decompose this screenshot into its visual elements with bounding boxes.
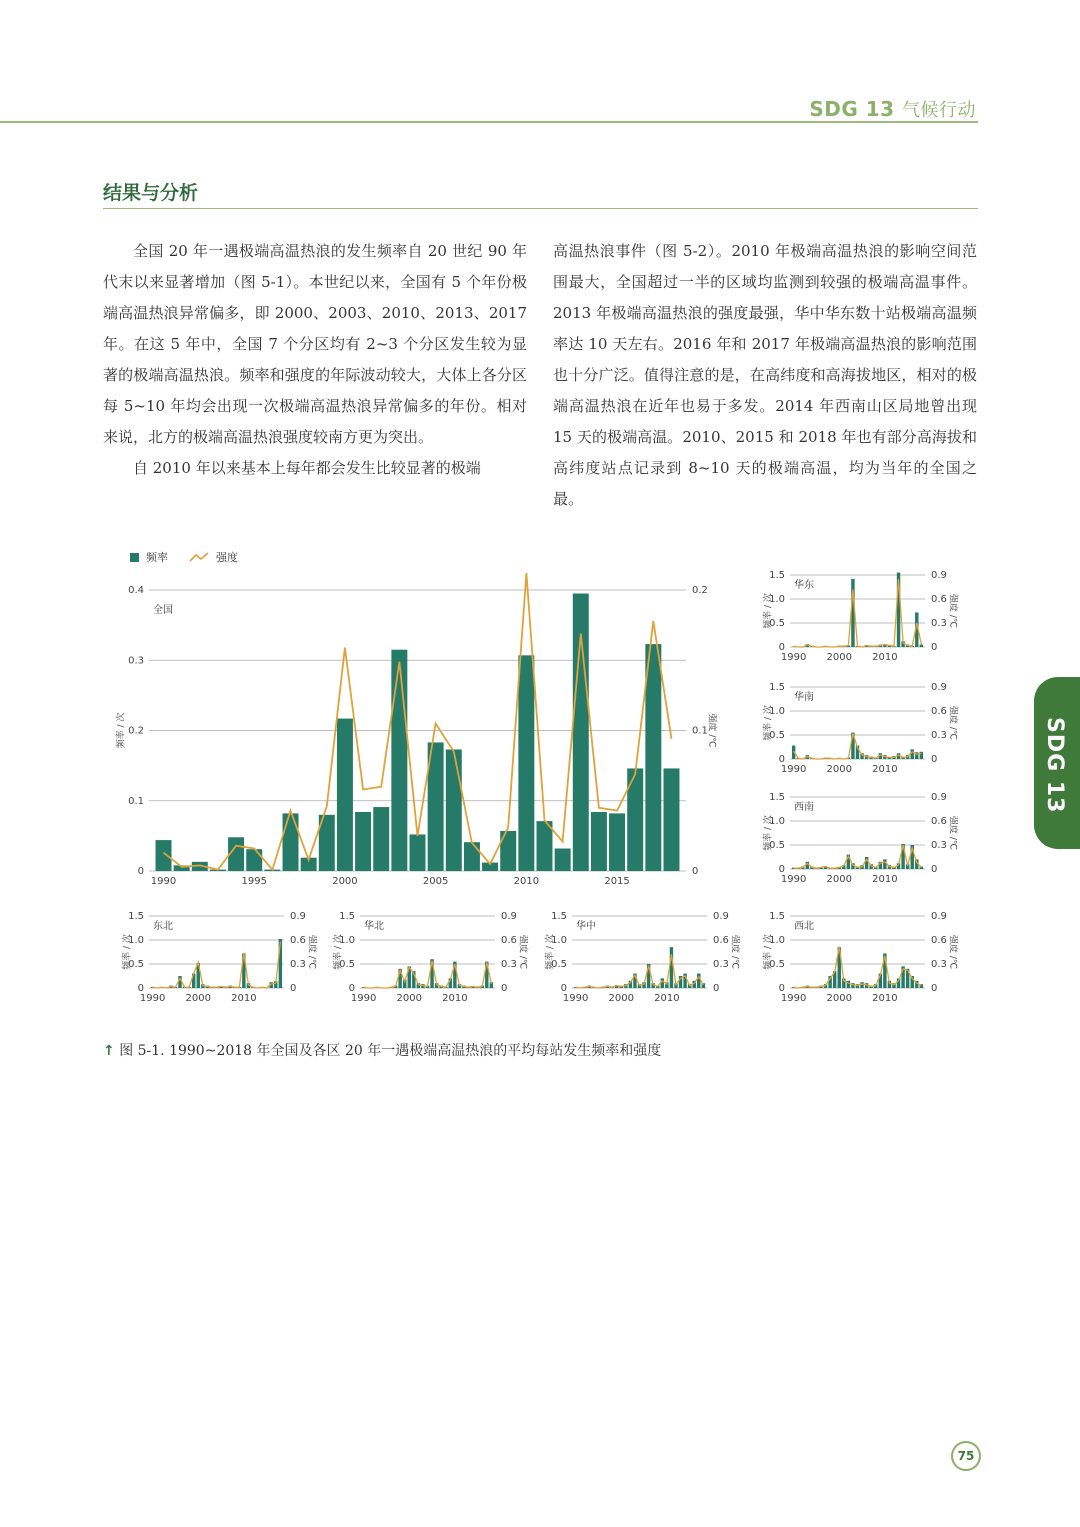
y2-tick-label: 0 xyxy=(713,983,720,994)
x-tick-label: 2010 xyxy=(872,993,898,1004)
y-tick-label: 0 xyxy=(778,864,785,875)
y2-axis-label: 强度 /℃ xyxy=(517,934,528,970)
y-axis-label: 频率 / 次 xyxy=(545,934,556,970)
y-axis-label: 频率 / 次 xyxy=(763,705,774,741)
y2-tick-label: 0.9 xyxy=(290,911,306,922)
y2-tick-label: 0 xyxy=(931,983,938,994)
y-tick-label: 1.0 xyxy=(339,935,355,946)
frequency-bar xyxy=(591,812,607,871)
x-tick-label: 1990 xyxy=(562,993,589,1004)
up-arrow-icon: ↑ xyxy=(103,1043,115,1059)
frequency-bar xyxy=(464,842,480,871)
y2-axis-label: 强度 /℃ xyxy=(306,934,317,970)
x-tick-label: 2000 xyxy=(826,652,852,663)
y-axis-label: 频率 / 次 xyxy=(122,934,133,970)
x-tick-label: 2010 xyxy=(872,874,898,885)
x-tick-label: 1990 xyxy=(780,652,807,663)
y-axis-label: 频率 / 次 xyxy=(763,593,774,629)
y2-tick-label: 0 xyxy=(692,866,699,877)
y-tick-label: 0.5 xyxy=(551,959,567,970)
frequency-bar xyxy=(911,749,914,759)
y2-tick-label: 0.3 xyxy=(931,618,947,629)
y-tick-label: 0.5 xyxy=(769,730,785,741)
paragraph: 高温热浪事件（图 5-2）。2010 年极端高温热浪的影响空间范围最大，全国超过一半的区域均监测到较强的极端高温事件。2013 年极端高温热浪的强度最强，华中华东数十站极端高温频率达 10 天左右。2016 年和 2017 年极端高温热浪的影响范围也十分广泛。值得注意的是，在高纬度和高海拔地区，相对的极端高温热浪在近年也易于多发。2014 年西南山区局地曾出现 15 天的极端高温。2010、2015 和 2018 年也有部分高海拔和高纬度站点记录到 8~10 天的极端高温，均为当年的全国之最。 xyxy=(553,242,977,508)
y2-tick-label: 0.9 xyxy=(931,792,947,803)
side-tab xyxy=(1034,677,1080,849)
x-tick-label: 2010 xyxy=(872,764,898,775)
y-tick-label: 1.0 xyxy=(769,594,785,605)
frequency-bar xyxy=(851,579,854,647)
frequency-bar xyxy=(446,749,462,871)
y2-axis-label: 强度 /℃ xyxy=(947,934,958,970)
x-tick-label: 1990 xyxy=(780,993,807,1004)
y2-tick-label: 0.3 xyxy=(931,959,947,970)
x-tick-label: 2000 xyxy=(826,993,852,1004)
panel-title: 西北 xyxy=(794,921,814,932)
panel-title: 华南 xyxy=(794,692,814,703)
panel-title: 华北 xyxy=(364,921,384,932)
frequency-bar xyxy=(156,840,172,871)
x-tick-label: 2015 xyxy=(604,876,630,887)
y-tick-label: 0.3 xyxy=(128,655,144,667)
y2-tick-label: 0.2 xyxy=(692,585,708,596)
y2-axis-label: 强度 /℃ xyxy=(706,713,717,748)
intensity-line xyxy=(153,942,281,988)
panel-title: 西南 xyxy=(794,802,814,813)
x-tick-label: 2000 xyxy=(185,993,211,1004)
frequency-bar xyxy=(537,821,553,871)
y-tick-label: 0.5 xyxy=(769,840,785,851)
frequency-bar xyxy=(337,719,353,871)
y-axis-label: 频率 / 次 xyxy=(763,815,774,851)
x-tick-label: 1990 xyxy=(150,876,177,887)
intensity-line xyxy=(364,961,492,988)
y-tick-label: 1.5 xyxy=(128,911,144,922)
y2-tick-label: 0.3 xyxy=(931,840,947,851)
y-axis-label: 频率 / 次 xyxy=(333,934,344,970)
y-tick-label: 1.5 xyxy=(339,911,355,922)
x-tick-label: 2010 xyxy=(442,993,468,1004)
frequency-bar xyxy=(283,813,299,871)
y-tick-label: 0 xyxy=(778,754,785,765)
y-tick-label: 0.5 xyxy=(769,618,785,629)
y-tick-label: 0.5 xyxy=(769,959,785,970)
frequency-bar xyxy=(410,834,426,871)
y-tick-label: 1.5 xyxy=(769,682,785,693)
y-tick-label: 1.0 xyxy=(128,935,144,946)
side-tab-label: SDG 13 xyxy=(1042,717,1067,814)
y2-tick-label: 0.3 xyxy=(713,959,729,970)
y2-tick-label: 0.6 xyxy=(713,935,729,946)
x-tick-label: 2005 xyxy=(422,876,449,887)
y-tick-label: 1.0 xyxy=(769,816,785,827)
frequency-bar xyxy=(609,813,625,871)
y2-tick-label: 0.9 xyxy=(931,682,947,693)
frequency-bar xyxy=(518,655,534,871)
y-tick-label: 0 xyxy=(137,866,144,877)
panel-title: 全国 xyxy=(153,605,173,616)
x-tick-label: 2000 xyxy=(608,993,634,1004)
y2-tick-label: 0.9 xyxy=(931,570,947,581)
section-title: 结果与分析 xyxy=(103,182,199,204)
y2-axis-label: 强度 /℃ xyxy=(947,815,958,851)
y-tick-label: 1.5 xyxy=(769,911,785,922)
y-tick-label: 0 xyxy=(778,642,785,653)
x-tick-label: 2010 xyxy=(654,993,680,1004)
y-tick-label: 0.5 xyxy=(128,959,144,970)
x-tick-label: 1990 xyxy=(139,993,166,1004)
y-tick-label: 1.5 xyxy=(551,911,567,922)
y2-tick-label: 0.9 xyxy=(501,911,517,922)
y2-tick-label: 0.6 xyxy=(931,816,947,827)
frequency-bar xyxy=(355,812,371,871)
y-tick-label: 1.0 xyxy=(769,706,785,717)
y2-tick-label: 0.6 xyxy=(931,935,947,946)
page-number: 75 xyxy=(951,1441,981,1471)
frequency-bar xyxy=(670,947,673,988)
frequency-bar xyxy=(391,650,407,871)
header-topic: 气候行动 xyxy=(902,100,976,121)
caption-text: 图 5-1. 1990~2018 年全国及各区 20 年一遇极端高温热浪的平均每站发生频率和强度 xyxy=(119,1043,662,1059)
y2-axis-label: 强度 /℃ xyxy=(947,593,958,629)
y2-tick-label: 0 xyxy=(931,754,938,765)
x-tick-label: 1990 xyxy=(780,764,807,775)
panel-title: 华中 xyxy=(576,921,596,932)
y2-tick-label: 0 xyxy=(290,983,297,994)
y-tick-label: 0 xyxy=(560,983,567,994)
y-tick-label: 1.5 xyxy=(769,792,785,803)
legend-swatch-frequency xyxy=(130,553,139,562)
y2-tick-label: 0.3 xyxy=(290,959,306,970)
y-tick-label: 0.1 xyxy=(128,795,144,807)
y2-tick-label: 0.1 xyxy=(692,725,708,737)
x-tick-label: 1995 xyxy=(241,876,267,887)
frequency-bar xyxy=(246,849,262,871)
y-tick-label: 1.5 xyxy=(769,570,785,581)
y-tick-label: 0 xyxy=(137,983,144,994)
frequency-bar xyxy=(920,752,923,759)
y-tick-label: 0.2 xyxy=(128,725,144,737)
header-sdg: SDG 13 xyxy=(809,97,895,121)
y-tick-label: 0.4 xyxy=(128,585,144,596)
y2-tick-label: 0 xyxy=(931,642,938,653)
y2-tick-label: 0.9 xyxy=(931,911,947,922)
x-tick-label: 1990 xyxy=(780,874,807,885)
frequency-bar xyxy=(645,644,661,871)
frequency-bar xyxy=(555,849,571,871)
x-tick-label: 2010 xyxy=(513,876,540,887)
x-tick-label: 2000 xyxy=(332,876,358,887)
y-tick-label: 1.0 xyxy=(551,935,567,946)
x-tick-label: 2000 xyxy=(826,874,852,885)
y2-tick-label: 0.6 xyxy=(931,594,947,605)
paragraph: 自 2010 年以来基本上每年都会发生比较显著的极端 xyxy=(133,459,481,477)
frequency-bar xyxy=(920,645,923,647)
x-tick-label: 2010 xyxy=(231,993,257,1004)
y2-tick-label: 0 xyxy=(501,983,508,994)
paragraph: 全国 20 年一遇极端高温热浪的发生频率自 20 世纪 90 年代末以来显著增加（图 5-1）。本世纪以来，全国有 5 个年份极端高温热浪异常偏多，即 2000、2003、2010、2013、2017 年。在这 5 年中，全国 7 个分区均有 2~3 个分区发生较为显著的极端高温热浪。频率和强度的年际波动较大，大体上各分区每 5~10 年均会出现一次极端高温热浪异常偏多的年份。相对来说，北方的极端高温热浪强度较南方更为突出。 xyxy=(103,242,527,446)
y-axis-label: 频率 / 次 xyxy=(116,712,127,749)
y2-tick-label: 0.9 xyxy=(713,911,729,922)
y-tick-label: 1.0 xyxy=(769,935,785,946)
y2-tick-label: 0.6 xyxy=(931,706,947,717)
y-axis-label: 频率 / 次 xyxy=(763,934,774,970)
y2-axis-label: 强度 /℃ xyxy=(947,705,958,741)
x-tick-label: 1990 xyxy=(350,993,377,1004)
y2-axis-label: 强度 /℃ xyxy=(729,934,740,970)
y-tick-label: 0 xyxy=(778,983,785,994)
y-tick-label: 0.5 xyxy=(339,959,355,970)
figure-caption xyxy=(103,1040,661,1060)
panel-title: 东北 xyxy=(153,921,173,932)
frequency-bar xyxy=(883,859,886,869)
x-tick-label: 2010 xyxy=(872,652,898,663)
panel-title: 华东 xyxy=(794,580,814,591)
legend-label-frequency: 频率 xyxy=(146,551,168,564)
frequency-bar xyxy=(664,768,680,871)
y2-tick-label: 0.6 xyxy=(290,935,306,946)
y2-tick-label: 0.3 xyxy=(501,959,517,970)
frequency-bar xyxy=(860,982,863,988)
legend-swatch-intensity xyxy=(190,553,208,561)
x-tick-label: 2000 xyxy=(826,764,852,775)
y2-tick-label: 0 xyxy=(931,864,938,875)
x-tick-label: 2000 xyxy=(396,993,422,1004)
y2-tick-label: 0.6 xyxy=(501,935,517,946)
frequency-bar xyxy=(373,807,389,871)
legend-label-intensity: 强度 xyxy=(216,551,238,564)
y-tick-label: 0 xyxy=(348,983,355,994)
y2-tick-label: 0.3 xyxy=(931,730,947,741)
